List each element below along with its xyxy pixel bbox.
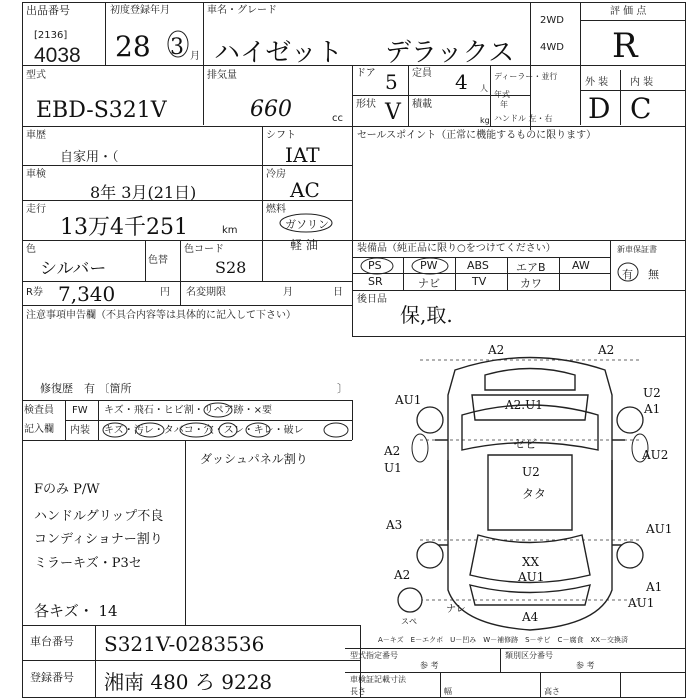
dims-length: 長さ	[350, 687, 366, 696]
shift-value: IAT	[285, 143, 320, 167]
inspector-fw-items: キズ・飛石・ヒビ割・リペア跡・×要	[104, 405, 272, 416]
nameexp-day: 日	[333, 287, 343, 298]
chassis-label: 車台番号	[30, 635, 74, 648]
shape-value: V	[385, 100, 401, 125]
manual-yes: 有	[622, 268, 633, 281]
model-label: 型式	[26, 70, 46, 81]
manual-no: 無	[648, 268, 659, 281]
diagram-mark: U2	[643, 386, 661, 400]
equip-sr: SR	[368, 275, 383, 288]
after-label: 後日品	[357, 294, 387, 305]
car-diagram	[435, 358, 625, 631]
chassis-value: S321V-0283536	[104, 632, 265, 656]
recycle-label: R券	[26, 287, 43, 298]
equip-abs: ABS	[467, 259, 489, 272]
fuel-gasoline: ガソリン	[285, 218, 329, 231]
diagram-mark: AU1	[646, 522, 673, 536]
code-label: 色コード	[184, 244, 224, 255]
ext-grade: D	[588, 92, 611, 125]
diagram-mark: U1	[384, 461, 402, 475]
remark-line: Fのみ P/W	[34, 482, 100, 497]
name-label: 車名・グレード	[207, 5, 277, 16]
zone-lines	[420, 360, 640, 600]
repair-label: 修復歴 有 〔箇所	[40, 382, 132, 395]
diagram-mark: XX	[522, 555, 540, 569]
reg-month-unit: 月	[190, 51, 200, 62]
mirror-shape	[632, 434, 648, 462]
diagram-mark: スぺ	[401, 617, 417, 626]
int-yogore-circle	[136, 423, 164, 437]
mirror-shape	[412, 434, 428, 462]
remark-line: ハンドルグリップ不良	[34, 509, 164, 524]
equip-navi: ナビ	[418, 277, 440, 290]
diagram-mark: A2.U1	[505, 398, 543, 412]
wheel-icons	[398, 407, 643, 612]
diagram-mark: A2	[394, 568, 411, 582]
lot-label: 出品番号	[26, 4, 70, 17]
remark-line: ダッシュパネル割り	[200, 452, 308, 466]
reg-month: 3	[170, 35, 184, 60]
code-value: S28	[215, 258, 247, 277]
year-label: 年式	[494, 90, 510, 99]
mileage-value: 13万4千251	[60, 215, 188, 240]
plate-value: 湘南 480 ろ 9228	[104, 670, 273, 694]
reg-month-circle	[168, 31, 188, 57]
ps-circle	[361, 258, 393, 274]
int-ana-circle	[219, 423, 237, 437]
cap-label: 定員	[412, 68, 432, 79]
shape-label: 形状	[356, 99, 376, 110]
diagram-mark: セビ	[513, 437, 538, 451]
plate-label: 登録番号	[30, 671, 74, 684]
equip-pw: PW	[420, 259, 438, 272]
load-unit: kg	[480, 116, 490, 125]
gasoline-circle	[280, 214, 332, 232]
dims-width: 幅	[444, 687, 452, 696]
type-label: 型式指定番号	[350, 651, 398, 660]
door-label: ドア	[356, 68, 376, 79]
inspection-value: 8年 3月(21日)	[90, 183, 197, 202]
equip-label: 装備品（純正品に限り○をつけてください）	[357, 243, 556, 254]
cat-label: 類別区分番号	[505, 651, 553, 660]
lot-number: 4038	[34, 44, 81, 67]
remark-line: ミラーキズ・P3セ	[34, 556, 142, 571]
diagram-mark: AU1	[518, 570, 545, 584]
car-name: ハイゼット	[214, 38, 343, 68]
diagram-mark: A2	[384, 444, 401, 458]
drive-2wd: 2WD	[540, 15, 564, 26]
notes-label: 注意事項申告欄（不具合内容等は具体的に記入して下さい）	[26, 310, 296, 321]
equip-aw: AW	[572, 259, 590, 272]
cap-value: 4	[455, 70, 468, 94]
inspector-label2: 記入欄	[24, 424, 54, 435]
mileage-label: 走行	[26, 204, 46, 215]
history-label: 車歴	[26, 130, 46, 141]
shift-label: シフト	[266, 130, 296, 141]
int-grade: C	[630, 92, 652, 125]
int-yabure-circle	[324, 423, 348, 437]
fw-hibi-circle	[204, 403, 232, 417]
inspector-label1: 検査員	[24, 405, 54, 416]
inspector-fw-label: FW	[72, 405, 88, 416]
after-value: 保,取.	[400, 303, 453, 327]
equip-tv: TV	[472, 275, 487, 288]
dims-height: 高さ	[544, 687, 560, 696]
model-value: EBD-S321V	[36, 98, 167, 123]
equip-leather: カワ	[520, 277, 542, 290]
lot-sub: [2136]	[34, 30, 68, 41]
disp-unit: cc	[332, 113, 343, 124]
color-value: シルバー	[40, 259, 107, 279]
inspection-label: 車検	[26, 169, 46, 180]
diagram-mark: タタ	[522, 487, 547, 501]
int-label: 内 装	[630, 77, 654, 88]
drive-4wd: 4WD	[540, 42, 564, 53]
repair-close: 〕	[337, 382, 348, 395]
cat-ref: 参 考	[576, 661, 595, 670]
diagram-mark: A1	[646, 580, 663, 594]
dealer-label: ディーラー・並行	[494, 72, 558, 81]
dims-label: 車検証記載寸法	[350, 675, 406, 684]
recycle-unit: 円	[160, 287, 170, 298]
nameexp-month: 月	[283, 287, 293, 298]
handle-label: ハンドル 左・右	[494, 114, 553, 123]
mileage-unit: km	[222, 225, 238, 236]
diagram-mark: A4	[522, 610, 539, 624]
manual-yes-circle	[618, 263, 638, 281]
inspector-int-items: キズ・汚レ・タバコ・穴・スレ・キレ・破レ	[104, 425, 304, 436]
int-sure-circle	[246, 423, 270, 437]
color-label: 色	[26, 244, 36, 255]
damage-legend: A－キズ E－エクボ U－凹み W－補修跡 S－サビ C－腐食 XX－交換済	[378, 636, 629, 644]
ac-value: AC	[290, 178, 320, 202]
remark-line: コンディショナー割り	[34, 532, 163, 547]
score-value: R	[612, 26, 638, 66]
diagram-mark: AU2	[642, 448, 669, 462]
disp-label: 排気量	[207, 70, 237, 81]
diagram-mark: A3	[386, 518, 403, 532]
diagram-mark: A2	[598, 343, 615, 357]
diagram-mark: ナレ	[446, 604, 466, 615]
score-label: 評 価 点	[610, 6, 647, 17]
recycle-value: 7,340	[58, 282, 116, 306]
manual-label: 新車保証書	[617, 245, 657, 254]
history-value: 自家用・（	[60, 150, 119, 165]
diagram-mark: U2	[522, 465, 540, 479]
reg-year: 28	[115, 30, 151, 63]
fuel-diesel: 軽 油	[290, 238, 318, 252]
cap-unit: 人	[480, 84, 488, 93]
fuel-label: 燃料	[266, 204, 286, 215]
year-sub: 年	[500, 100, 508, 109]
remark-line: 各キズ・ 14	[34, 602, 118, 620]
int-tabako-circle	[180, 423, 212, 437]
equip-ps: PS	[368, 259, 382, 272]
nameexp-label: 名変期限	[186, 287, 226, 298]
sales-label: セールスポイント（正常に機能するものに限ります）	[357, 130, 597, 141]
equip-airbag: エアB	[516, 261, 546, 274]
ext-label: 外 装	[585, 77, 609, 88]
disp-value: 660	[250, 97, 292, 122]
diagram-mark: AU1	[395, 393, 422, 407]
int-kizu-circle	[103, 423, 127, 437]
diagram-mark: A1	[644, 402, 661, 416]
reg-label: 初度登録年月	[110, 5, 170, 16]
type-ref: 参 考	[420, 661, 439, 670]
trim-label: 色替	[148, 255, 168, 266]
load-label: 積載	[412, 99, 432, 110]
pw-circle	[412, 258, 448, 274]
door-value: 5	[385, 70, 398, 94]
inspector-int-label: 内装	[70, 425, 90, 436]
diagram-mark: A2	[488, 343, 505, 357]
car-grade: デラックス	[385, 38, 515, 68]
ac-label: 冷房	[266, 169, 286, 180]
diagram-mark: AU1	[628, 596, 655, 610]
